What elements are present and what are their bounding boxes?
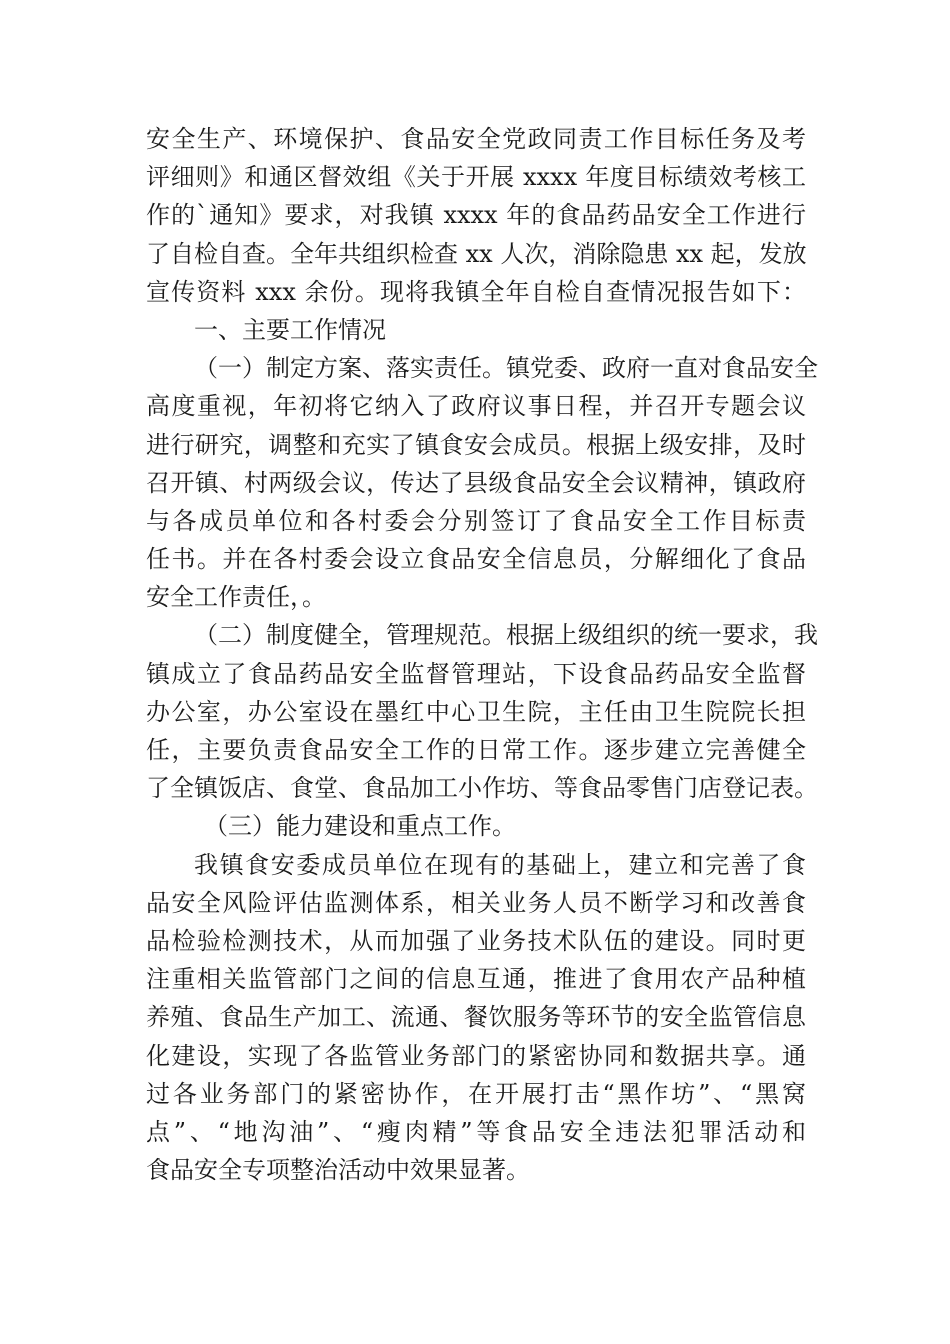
text-line: 与各成员单位和各村委会分别签订了食品安全工作目标责 [146, 506, 806, 535]
text-line: 宣传资料 xxx 余份。现将我镇全年自检自查情况报告如下： [146, 277, 806, 306]
text-line: 安全生产、环境保护、食品安全党政同责工作目标任务及考 [146, 125, 806, 153]
text-line: 化建设，实现了各监管业务部门的紧密协同和数据共享。通 [146, 1041, 806, 1070]
section-heading: 一、主要工作情况 [194, 315, 386, 344]
text-line: 品检验检测技术，从而加强了业务技术队伍的建设。同时更 [146, 926, 806, 955]
text-line: 召开镇、村两级会议，传达了县级食品安全会议精神，镇政府 [146, 468, 806, 497]
text-line: 作的`通知》要求，对我镇 xxxx 年的食品药品安全工作进行 [146, 201, 806, 230]
text-line: 了自检自查。全年共组织检查 xx 人次，消除隐患 xx 起，发放 [146, 239, 807, 268]
subsection-heading: （三）能力建设和重点工作。 [204, 812, 516, 841]
text-line: 镇成立了食品药品安全监督管理站，下设食品药品安全监督 [146, 659, 806, 688]
text-line: 任，主要负责食品安全工作的日常工作。逐步建立完善健全 [146, 736, 806, 764]
text-line: 食品安全专项整治活动中效果显著。 [146, 1156, 530, 1185]
text-line: 过各业务部门的紧密协作，在开展打击“黑作坊”、“黑窝 [146, 1079, 806, 1108]
text-line: 品安全风险评估监测体系，相关业务人员不断学习和改善食 [146, 888, 806, 917]
text-line: 了全镇饭店、食堂、食品加工小作坊、等食品零售门店登记表。 [146, 774, 818, 803]
text-line: 高度重视，年初将它纳入了政府议事日程，并召开专题会议 [146, 392, 806, 421]
intro-paragraph [146, 120, 806, 311]
text-line: （一）制定方案、落实责任。镇党委、政府一直对食品安全 [194, 354, 818, 383]
paragraph-3 [146, 846, 806, 1190]
paragraph-1 [146, 349, 818, 616]
text-line: （二）制度健全，管理规范。根据上级组织的统一要求，我 [194, 621, 818, 650]
text-line: 点”、“地沟油”、“瘦肉精”等食品安全违法犯罪活动和 [146, 1117, 806, 1146]
paragraph-2 [146, 616, 818, 807]
text-line: 我镇食安委成员单位在现有的基础上，建立和完善了食 [194, 850, 806, 879]
text-line: 任书。并在各村委会设立食品安全信息员，分解细化了食品 [146, 545, 806, 574]
text-line: 评细则》和通区督效组《关于开展 xxxx 年度目标绩效考核工 [146, 163, 806, 192]
text-line: 安全工作责任，。 [146, 583, 326, 612]
text-line: 办公室，办公室设在墨红中心卫生院，主任由卫生院院长担 [146, 697, 806, 726]
document-page [146, 120, 818, 1189]
text-line: 养殖、食品生产加工、流通、餐饮服务等环节的安全监管信息 [146, 1003, 806, 1032]
text-line: 注重相关监管部门之间的信息互通，推进了食用农产品种植 [146, 965, 806, 994]
text-line: 进行研究，调整和充实了镇食安会成员。根据上级安排，及时 [146, 430, 806, 459]
